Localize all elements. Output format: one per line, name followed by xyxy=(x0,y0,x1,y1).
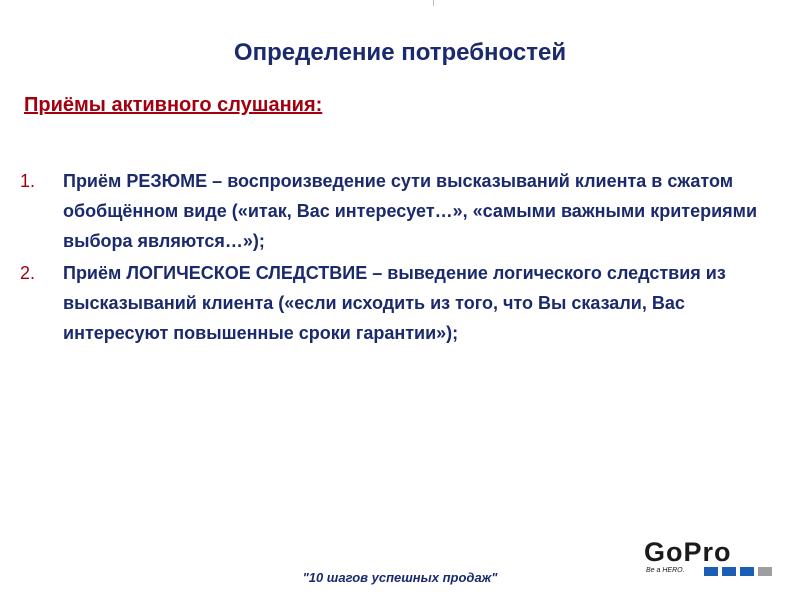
slide-title: Определение потребностей xyxy=(233,39,567,66)
logo-color-blocks xyxy=(704,567,776,576)
list-item xyxy=(20,166,780,256)
logo-block xyxy=(758,567,772,576)
numbered-list xyxy=(20,166,780,350)
list-item-text: Приём РЕЗЮМЕ – воспроизведение сути высказываний клиента в сжатом обобщённом виде («итак, Вас интересует…», «самыми важными критериями выбора являются…»); xyxy=(63,171,758,251)
list-item-number: 1. xyxy=(20,171,36,191)
logo-block xyxy=(740,567,754,576)
slide-footer: "10 шагов успешных продаж" xyxy=(302,570,498,585)
logo-block xyxy=(722,567,736,576)
logo-tagline: Be a HERO. xyxy=(646,567,685,574)
top-tick-mark xyxy=(433,0,434,6)
list-item-text: Приём ЛОГИЧЕСКОЕ СЛЕДСТВИЕ – выведение логического следствия из высказываний клиента («если исходить из того, что Вы сказали, Вас интересуют повышенные сроки гарантии»); xyxy=(63,263,726,343)
list-item xyxy=(20,258,780,348)
gopro-logo xyxy=(644,537,778,582)
list-item-number: 2. xyxy=(20,263,36,283)
logo-wordmark: GoPro xyxy=(644,537,732,567)
logo-block xyxy=(704,567,718,576)
slide-subtitle: Приёмы активного слушания: xyxy=(24,94,323,116)
